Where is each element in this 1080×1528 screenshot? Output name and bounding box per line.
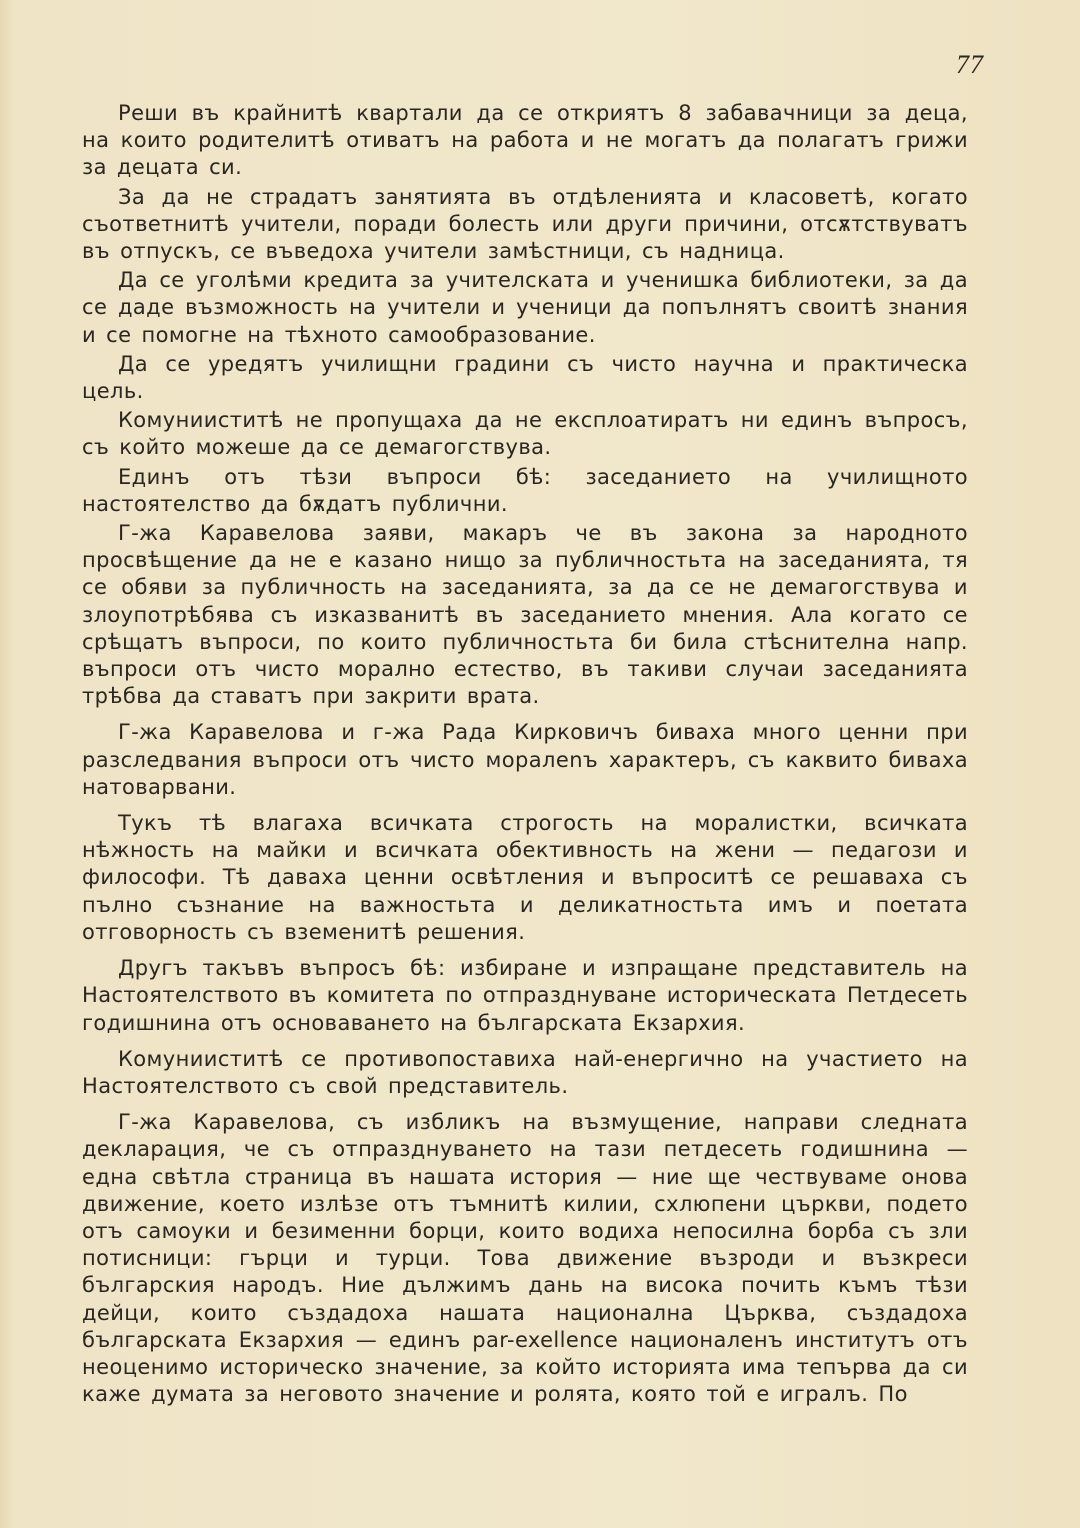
- paragraph-7: Г-жа Каравелова заяви, макаръ че въ закона за народното просвѣщение да не е казано нищо за публичностьта на заседанията, тя се обяви за публичность на заседанията, за да се не демагогствува и злоупотрѣбява съ изказванитѣ въ заседанието мнения. Ала когато се срѣщатъ въпроси, по които публичностьта би била стѣснителна напр. въпроси отъ чисто морално естество, въ такиви случаи заседанията трѣбва да ставатъ при закрити врата.: [82, 521, 968, 709]
- paragraph-12: Г-жа Каравелова, съ избликъ на възмущение, направи следната декларация, че съ отпразднуването на тази петдесеть годишнина — една свѣтла страница въ нашата история — ние ще чествуваме онова движение, което излѣзе отъ тъмнитѣ килии, схлюпени църкви, подето отъ самоуки и безименни борци, които водиха непосилна борба съ зли потисници: гърци и турци. Това движение възроди и възкреси българския народъ. Ние дължимъ дань на висока почить къмъ тѣзи дейци, които създадоха нашата национална Църква, създадоха българската Екзархия — единъ par-exellence националенъ институтъ отъ неоценимо историческо значение, за който историята има тепърва да си каже думата за неговото значение и ролята, която той е игралъ. По: [82, 1110, 968, 1407]
- page-number: 77: [956, 50, 984, 79]
- page-text: [82, 100, 968, 1410]
- paragraph-10: Другъ такъвъ въпросъ бѣ: избиране и изпращане представитель на Настоятелството въ комитета по отпразднуване историческата Петдесеть годишнина отъ основаването на българската Екзархия.: [82, 956, 968, 1035]
- paragraph-3: Да се уголѣми кредита за учителската и ученишка библиотеки, за да се даде възможность на учители и ученици да попълнятъ своитѣ знания и се помогне на тѣхното самообразование.: [82, 268, 968, 347]
- paragraph-1: Реши въ крайнитѣ квартали да се откриятъ 8 забавачници за деца, на които родителитѣ отиватъ на работа и не могатъ да полагатъ грижи за децата си.: [82, 101, 968, 180]
- paragraph-6: Единъ отъ тѣзи въпроси бѣ: заседанието на училищното настоятелство да бѫдатъ публични.: [82, 464, 968, 516]
- paragraph-11: Комунииститѣ се противопоставиха най-енергично на участието на Настоятелството съ свой представитель.: [82, 1046, 968, 1098]
- paragraph-5: Комунииститѣ не пропущаха да не експлоатиратъ ни единъ въпросъ, съ който можеше да се демагогствува.: [82, 408, 968, 460]
- paragraph-8: Г-жа Каравелова и г-жа Рада Кирковичъ биваха много ценни при разследвания въпроси отъ чисто моралenъ характеръ, съ каквито биваха натоварвани.: [82, 720, 968, 799]
- paragraph-4: Да се уредятъ училищни градини съ чисто научна и практическа цель.: [82, 351, 968, 404]
- paragraph-9: Тукъ тѣ влагаха всичката строгость на моралистки, всичката нѣжность на майки и всичката обективность на жени — педагози и философи. Тѣ даваха ценни освѣтления и въпроситѣ се решаваха съ пълно съзнание на важностьта и деликатностьта имъ и поетата отговорность съ вземенитѣ решения.: [82, 811, 968, 944]
- paragraph-2: За да не страдатъ занятията въ отдѣленията и класоветѣ, когато съответнитѣ учители, поради болесть или други причини, отсѫтствуватъ въ отпускъ, се въведоха учители замѣстници, съ надница.: [82, 184, 968, 264]
